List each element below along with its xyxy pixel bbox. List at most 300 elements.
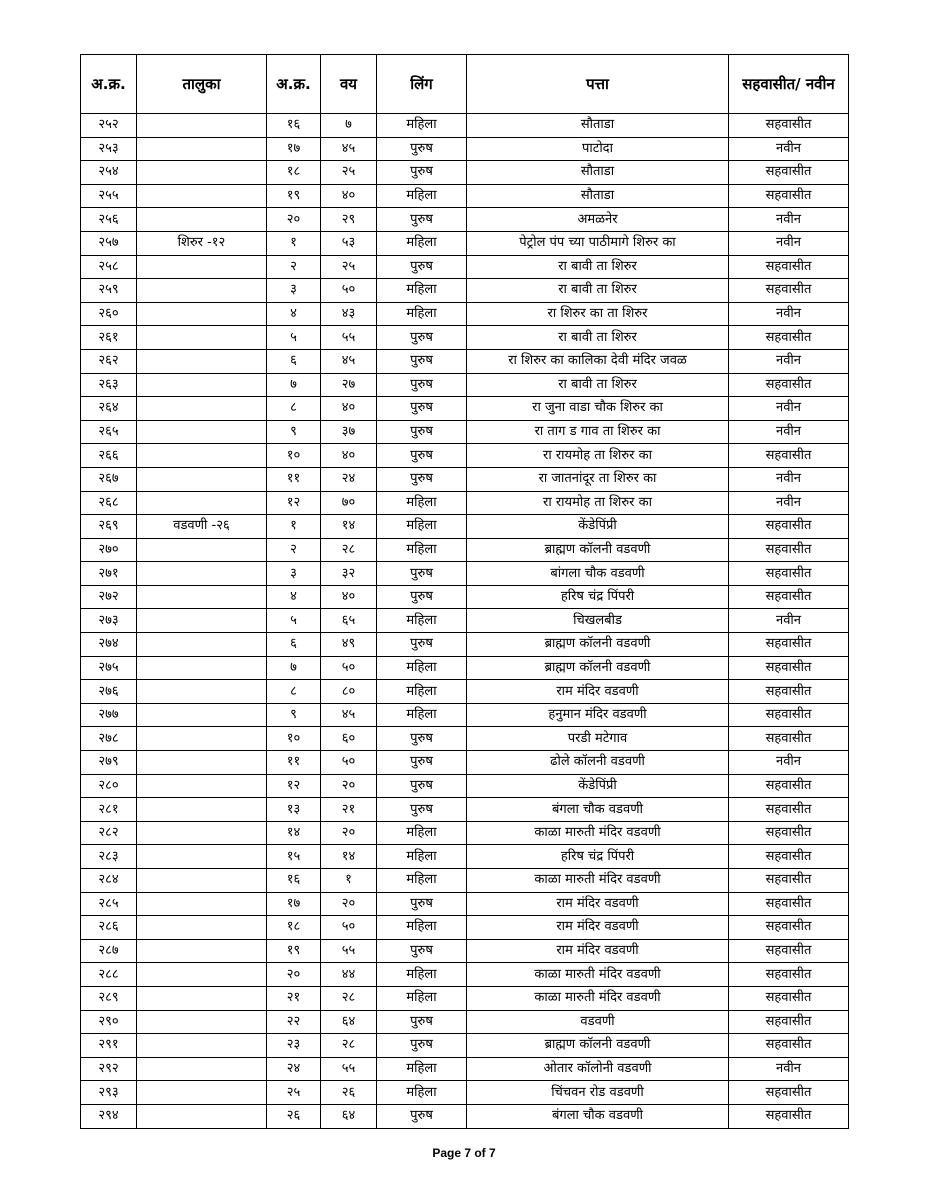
gender-cell: पुरुष — [377, 137, 467, 161]
age-cell: ६० — [321, 727, 377, 751]
sub-serial-cell: २५ — [267, 1081, 321, 1105]
status-cell: सहवासीत — [729, 114, 849, 138]
table-row — [81, 302, 849, 326]
gender-cell: महिला — [377, 1057, 467, 1081]
sub-serial-cell: १३ — [267, 798, 321, 822]
sub-serial-cell: १७ — [267, 137, 321, 161]
serial-cell: २८१ — [81, 798, 137, 822]
taluka-cell — [137, 1104, 267, 1128]
taluka-cell — [137, 703, 267, 727]
serial-cell: २५६ — [81, 208, 137, 232]
sub-serial-cell: २४ — [267, 1057, 321, 1081]
age-cell: ४० — [321, 184, 377, 208]
address-cell: सौताडा — [467, 161, 729, 185]
address-cell: चिखलबीड — [467, 609, 729, 633]
age-cell: २७ — [321, 373, 377, 397]
status-cell: सहवासीत — [729, 1104, 849, 1128]
gender-cell: महिला — [377, 680, 467, 704]
address-cell: सौताडा — [467, 114, 729, 138]
status-cell: नवीन — [729, 231, 849, 255]
age-cell: २८ — [321, 538, 377, 562]
gender-cell: महिला — [377, 538, 467, 562]
gender-cell: पुरुष — [377, 420, 467, 444]
table-row — [81, 633, 849, 657]
table-row — [81, 562, 849, 586]
table-row — [81, 491, 849, 515]
taluka-cell — [137, 892, 267, 916]
serial-cell: २६७ — [81, 467, 137, 491]
gender-cell: महिला — [377, 184, 467, 208]
table-header — [81, 55, 849, 114]
status-cell: सहवासीत — [729, 821, 849, 845]
gender-cell: पुरुष — [377, 467, 467, 491]
gender-cell: पुरुष — [377, 397, 467, 421]
status-cell: नवीन — [729, 609, 849, 633]
gender-cell: महिला — [377, 869, 467, 893]
age-cell: ५० — [321, 656, 377, 680]
taluka-cell — [137, 774, 267, 798]
status-cell: सहवासीत — [729, 633, 849, 657]
age-cell: ५० — [321, 279, 377, 303]
taluka-cell — [137, 184, 267, 208]
serial-cell: २९१ — [81, 1034, 137, 1058]
col-header-status: सहवासीत/ नवीन — [729, 55, 849, 114]
taluka-cell — [137, 656, 267, 680]
table-row — [81, 774, 849, 798]
taluka-cell — [137, 869, 267, 893]
col-header-address: पत्ता — [467, 55, 729, 114]
gender-cell: महिला — [377, 986, 467, 1010]
age-cell: ५० — [321, 916, 377, 940]
table-row — [81, 349, 849, 373]
table-row — [81, 727, 849, 751]
taluka-cell — [137, 1010, 267, 1034]
taluka-cell — [137, 467, 267, 491]
gender-cell: महिला — [377, 963, 467, 987]
serial-cell: २७० — [81, 538, 137, 562]
address-cell: रा जुना वाडा चौक शिरुर का — [467, 397, 729, 421]
status-cell: सहवासीत — [729, 703, 849, 727]
status-cell: नवीन — [729, 349, 849, 373]
status-cell: नवीन — [729, 420, 849, 444]
address-cell: रा बावी ता शिरुर — [467, 326, 729, 350]
serial-cell: २५४ — [81, 161, 137, 185]
status-cell: सहवासीत — [729, 279, 849, 303]
status-cell: सहवासीत — [729, 727, 849, 751]
col-header-serial: अ.क्र. — [81, 55, 137, 114]
sub-serial-cell: २ — [267, 255, 321, 279]
gender-cell: पुरुष — [377, 1010, 467, 1034]
age-cell: २१ — [321, 798, 377, 822]
serial-cell: २९३ — [81, 1081, 137, 1105]
sub-serial-cell: ५ — [267, 609, 321, 633]
sub-serial-cell: ६ — [267, 633, 321, 657]
address-cell: हनुमान मंदिर वडवणी — [467, 703, 729, 727]
serial-cell: २७७ — [81, 703, 137, 727]
serial-cell: २५३ — [81, 137, 137, 161]
status-cell: सहवासीत — [729, 444, 849, 468]
serial-cell: २५५ — [81, 184, 137, 208]
serial-cell: २८७ — [81, 939, 137, 963]
age-cell: १४ — [321, 515, 377, 539]
gender-cell: महिला — [377, 114, 467, 138]
sub-serial-cell: ६ — [267, 349, 321, 373]
age-cell: ६४ — [321, 1010, 377, 1034]
serial-cell: २६९ — [81, 515, 137, 539]
gender-cell: पुरुष — [377, 774, 467, 798]
gender-cell: पुरुष — [377, 161, 467, 185]
status-cell: नवीन — [729, 1057, 849, 1081]
address-cell: ब्राह्मण कॉलनी वडवणी — [467, 538, 729, 562]
sub-serial-cell: ११ — [267, 751, 321, 775]
records-table — [80, 54, 849, 1129]
serial-cell: २८३ — [81, 845, 137, 869]
taluka-cell — [137, 491, 267, 515]
taluka-cell — [137, 208, 267, 232]
table-row — [81, 751, 849, 775]
age-cell: २८ — [321, 1034, 377, 1058]
address-cell: रा बावी ता शिरुर — [467, 373, 729, 397]
sub-serial-cell: ११ — [267, 467, 321, 491]
sub-serial-cell: २ — [267, 538, 321, 562]
table-row — [81, 916, 849, 940]
address-cell: रा रायमोह ता शिरुर का — [467, 444, 729, 468]
age-cell: २५ — [321, 161, 377, 185]
age-cell: ३२ — [321, 562, 377, 586]
gender-cell: पुरुष — [377, 1034, 467, 1058]
sub-serial-cell: ९ — [267, 420, 321, 444]
status-cell: सहवासीत — [729, 916, 849, 940]
gender-cell: महिला — [377, 845, 467, 869]
sub-serial-cell: २० — [267, 208, 321, 232]
taluka-cell — [137, 916, 267, 940]
taluka-cell — [137, 727, 267, 751]
serial-cell: २८९ — [81, 986, 137, 1010]
status-cell: सहवासीत — [729, 326, 849, 350]
sub-serial-cell: ४ — [267, 585, 321, 609]
address-cell: पाटोदा — [467, 137, 729, 161]
address-cell: चिंचवन रोड वडवणी — [467, 1081, 729, 1105]
table-row — [81, 420, 849, 444]
taluka-cell — [137, 798, 267, 822]
col-header-sub-serial: अ.क्र. — [267, 55, 321, 114]
age-cell: ४० — [321, 585, 377, 609]
status-cell: नवीन — [729, 208, 849, 232]
sub-serial-cell: १८ — [267, 161, 321, 185]
status-cell: सहवासीत — [729, 1081, 849, 1105]
taluka-cell — [137, 821, 267, 845]
status-cell: नवीन — [729, 137, 849, 161]
status-cell: सहवासीत — [729, 680, 849, 704]
taluka-cell — [137, 302, 267, 326]
gender-cell: महिला — [377, 491, 467, 515]
age-cell: २० — [321, 892, 377, 916]
sub-serial-cell: १५ — [267, 845, 321, 869]
serial-cell: २९४ — [81, 1104, 137, 1128]
gender-cell: पुरुष — [377, 798, 467, 822]
serial-cell: २८२ — [81, 821, 137, 845]
age-cell: २६ — [321, 1081, 377, 1105]
gender-cell: महिला — [377, 656, 467, 680]
sub-serial-cell: ३ — [267, 279, 321, 303]
table-row — [81, 1034, 849, 1058]
status-cell: सहवासीत — [729, 161, 849, 185]
address-cell: राम मंदिर वडवणी — [467, 939, 729, 963]
table-row — [81, 1010, 849, 1034]
table-row — [81, 515, 849, 539]
taluka-cell — [137, 680, 267, 704]
serial-cell: २९२ — [81, 1057, 137, 1081]
address-cell: काळा मारुती मंदिर वडवणी — [467, 986, 729, 1010]
age-cell: ५३ — [321, 231, 377, 255]
serial-cell: २७४ — [81, 633, 137, 657]
serial-cell: २७२ — [81, 585, 137, 609]
table-row — [81, 208, 849, 232]
age-cell: ६४ — [321, 1104, 377, 1128]
taluka-cell — [137, 609, 267, 633]
age-cell: ८० — [321, 680, 377, 704]
table-row — [81, 279, 849, 303]
table-body — [81, 114, 849, 1129]
serial-cell: २७८ — [81, 727, 137, 751]
col-header-gender: लिंग — [377, 55, 467, 114]
age-cell: ४४ — [321, 963, 377, 987]
taluka-cell — [137, 373, 267, 397]
taluka-cell — [137, 633, 267, 657]
address-cell: सौताडा — [467, 184, 729, 208]
status-cell: सहवासीत — [729, 515, 849, 539]
taluka-cell — [137, 751, 267, 775]
taluka-cell — [137, 963, 267, 987]
address-cell: बांगला चौक वडवणी — [467, 562, 729, 586]
table-row — [81, 161, 849, 185]
status-cell: सहवासीत — [729, 798, 849, 822]
serial-cell: २६१ — [81, 326, 137, 350]
address-cell: काळा मारुती मंदिर वडवणी — [467, 963, 729, 987]
status-cell: सहवासीत — [729, 255, 849, 279]
gender-cell: महिला — [377, 279, 467, 303]
gender-cell: पुरुष — [377, 562, 467, 586]
table-row — [81, 939, 849, 963]
taluka-cell — [137, 137, 267, 161]
address-cell: रा ताग ड गाव ता शिरुर का — [467, 420, 729, 444]
taluka-cell — [137, 397, 267, 421]
serial-cell: २७३ — [81, 609, 137, 633]
table-row — [81, 184, 849, 208]
table-row — [81, 845, 849, 869]
gender-cell: महिला — [377, 703, 467, 727]
taluka-cell — [137, 1034, 267, 1058]
sub-serial-cell: १६ — [267, 114, 321, 138]
serial-cell: २५२ — [81, 114, 137, 138]
address-cell: ब्राह्मण कॉलनी वडवणी — [467, 633, 729, 657]
sub-serial-cell: १९ — [267, 939, 321, 963]
status-cell: नवीन — [729, 751, 849, 775]
age-cell: ४५ — [321, 137, 377, 161]
taluka-cell — [137, 420, 267, 444]
table-row — [81, 137, 849, 161]
age-cell: ५५ — [321, 939, 377, 963]
serial-cell: २८८ — [81, 963, 137, 987]
address-cell: हरिष चंद्र पिंपरी — [467, 585, 729, 609]
age-cell: ४९ — [321, 633, 377, 657]
serial-cell: २६० — [81, 302, 137, 326]
sub-serial-cell: १२ — [267, 491, 321, 515]
serial-cell: २७६ — [81, 680, 137, 704]
sub-serial-cell: ५ — [267, 326, 321, 350]
gender-cell: महिला — [377, 1081, 467, 1105]
address-cell: वडवणी — [467, 1010, 729, 1034]
sub-serial-cell: १ — [267, 515, 321, 539]
address-cell: बंगला चौक वडवणी — [467, 798, 729, 822]
age-cell: २० — [321, 774, 377, 798]
gender-cell: पुरुष — [377, 892, 467, 916]
taluka-cell — [137, 538, 267, 562]
status-cell: सहवासीत — [729, 869, 849, 893]
serial-cell: २५९ — [81, 279, 137, 303]
taluka-cell: शिरुर -१२ — [137, 231, 267, 255]
taluka-cell: वडवणी -२६ — [137, 515, 267, 539]
status-cell: नवीन — [729, 467, 849, 491]
table-row — [81, 373, 849, 397]
status-cell: सहवासीत — [729, 1010, 849, 1034]
table-row — [81, 397, 849, 421]
status-cell: सहवासीत — [729, 585, 849, 609]
sub-serial-cell: १६ — [267, 869, 321, 893]
age-cell: ७० — [321, 491, 377, 515]
sub-serial-cell: ७ — [267, 656, 321, 680]
table-row — [81, 986, 849, 1010]
taluka-cell — [137, 161, 267, 185]
address-cell: रा बावी ता शिरुर — [467, 279, 729, 303]
serial-cell: २८४ — [81, 869, 137, 893]
address-cell: ब्राह्मण कॉलनी वडवणी — [467, 656, 729, 680]
serial-cell: २८६ — [81, 916, 137, 940]
gender-cell: महिला — [377, 821, 467, 845]
gender-cell: महिला — [377, 916, 467, 940]
gender-cell: पुरुष — [377, 373, 467, 397]
taluka-cell — [137, 1057, 267, 1081]
address-cell: केंडेपिंप्री — [467, 774, 729, 798]
age-cell: ७ — [321, 114, 377, 138]
gender-cell: पुरुष — [377, 1104, 467, 1128]
gender-cell: पुरुष — [377, 208, 467, 232]
address-cell: राम मंदिर वडवणी — [467, 916, 729, 940]
age-cell: ५५ — [321, 326, 377, 350]
sub-serial-cell: ८ — [267, 397, 321, 421]
status-cell: सहवासीत — [729, 184, 849, 208]
address-cell: राम मंदिर वडवणी — [467, 680, 729, 704]
col-header-taluka: तालुका — [137, 55, 267, 114]
status-cell: नवीन — [729, 491, 849, 515]
age-cell: २५ — [321, 255, 377, 279]
table-row — [81, 821, 849, 845]
gender-cell: महिला — [377, 609, 467, 633]
taluka-cell — [137, 255, 267, 279]
gender-cell: पुरुष — [377, 255, 467, 279]
sub-serial-cell: ९ — [267, 703, 321, 727]
sub-serial-cell: २० — [267, 963, 321, 987]
sub-serial-cell: ४ — [267, 302, 321, 326]
status-cell: सहवासीत — [729, 774, 849, 798]
serial-cell: २६५ — [81, 420, 137, 444]
serial-cell: २८० — [81, 774, 137, 798]
table-row — [81, 538, 849, 562]
serial-cell: २६२ — [81, 349, 137, 373]
table-row — [81, 680, 849, 704]
status-cell: सहवासीत — [729, 1034, 849, 1058]
address-cell: बंगला चौक वडवणी — [467, 1104, 729, 1128]
gender-cell: पुरुष — [377, 585, 467, 609]
taluka-cell — [137, 349, 267, 373]
address-cell: रा रायमोह ता शिरुर का — [467, 491, 729, 515]
gender-cell: पुरुष — [377, 326, 467, 350]
serial-cell: २७१ — [81, 562, 137, 586]
status-cell: नवीन — [729, 397, 849, 421]
gender-cell: पुरुष — [377, 444, 467, 468]
status-cell: सहवासीत — [729, 373, 849, 397]
serial-cell: २६४ — [81, 397, 137, 421]
serial-cell: २७५ — [81, 656, 137, 680]
status-cell: सहवासीत — [729, 656, 849, 680]
table-row — [81, 326, 849, 350]
sub-serial-cell: १ — [267, 231, 321, 255]
gender-cell: पुरुष — [377, 751, 467, 775]
sub-serial-cell: १९ — [267, 184, 321, 208]
address-cell: ब्राह्मण कॉलनी वडवणी — [467, 1034, 729, 1058]
serial-cell: २६३ — [81, 373, 137, 397]
address-cell: अमळनेर — [467, 208, 729, 232]
age-cell: २४ — [321, 467, 377, 491]
status-cell: सहवासीत — [729, 562, 849, 586]
status-cell: सहवासीत — [729, 892, 849, 916]
col-header-age: वय — [321, 55, 377, 114]
age-cell: १४ — [321, 845, 377, 869]
address-cell: परडी मटेगाव — [467, 727, 729, 751]
page-number: Page 7 of 7 — [432, 1146, 496, 1160]
age-cell: ६५ — [321, 609, 377, 633]
age-cell: ४५ — [321, 703, 377, 727]
gender-cell: महिला — [377, 302, 467, 326]
taluka-cell — [137, 562, 267, 586]
status-cell: सहवासीत — [729, 538, 849, 562]
gender-cell: महिला — [377, 231, 467, 255]
sub-serial-cell: ७ — [267, 373, 321, 397]
table-row — [81, 892, 849, 916]
sub-serial-cell: १० — [267, 727, 321, 751]
age-cell: २९ — [321, 208, 377, 232]
table-row — [81, 444, 849, 468]
gender-cell: पुरुष — [377, 727, 467, 751]
header-row — [81, 55, 849, 114]
address-cell: हरिष चंद्र पिंपरी — [467, 845, 729, 869]
sub-serial-cell: २६ — [267, 1104, 321, 1128]
sub-serial-cell: २२ — [267, 1010, 321, 1034]
address-cell: ओतार कॉलोनी वडवणी — [467, 1057, 729, 1081]
taluka-cell — [137, 845, 267, 869]
taluka-cell — [137, 939, 267, 963]
taluka-cell — [137, 279, 267, 303]
table-row — [81, 1104, 849, 1128]
address-cell: पेट्रोल पंप च्या पाठीमागे शिरुर का — [467, 231, 729, 255]
gender-cell: पुरुष — [377, 939, 467, 963]
table-row — [81, 1057, 849, 1081]
status-cell: सहवासीत — [729, 986, 849, 1010]
table-row — [81, 656, 849, 680]
sub-serial-cell: ८ — [267, 680, 321, 704]
sub-serial-cell: २३ — [267, 1034, 321, 1058]
table-row — [81, 1081, 849, 1105]
